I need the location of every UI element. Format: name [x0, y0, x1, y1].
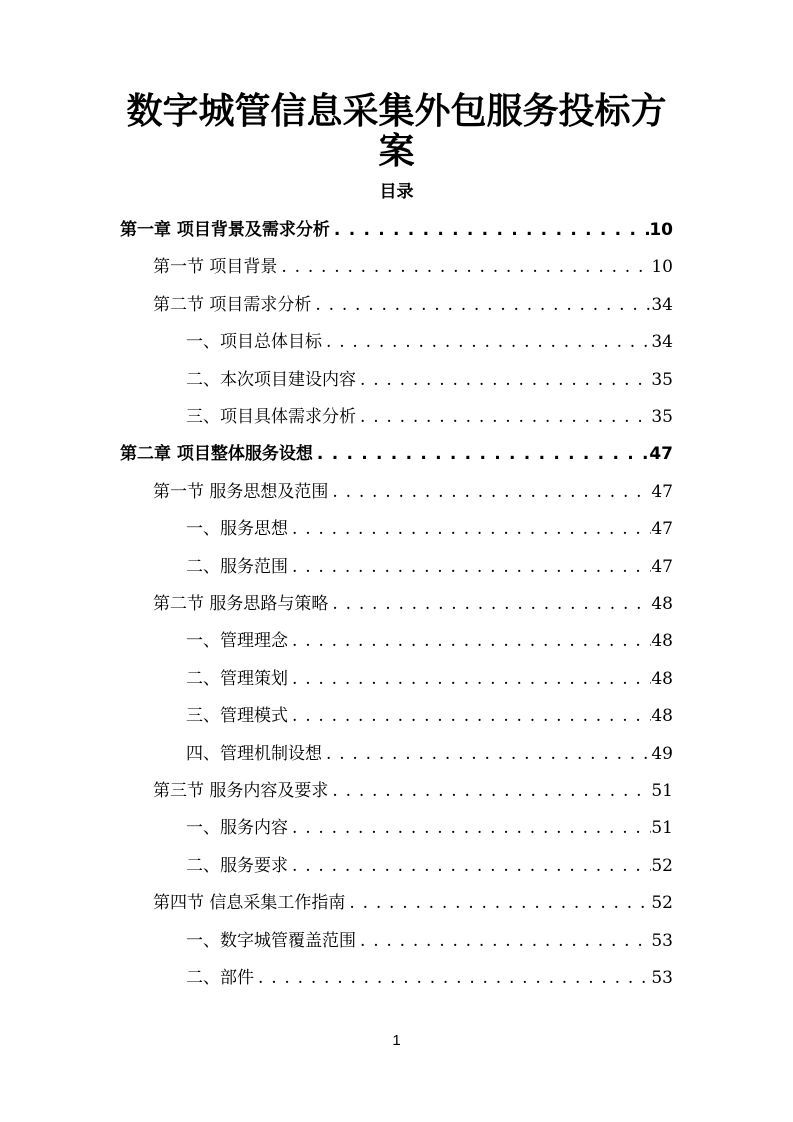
document-title [100, 92, 693, 172]
toc-entry-page: 51 [651, 818, 673, 839]
toc-entry[interactable] [186, 623, 673, 660]
toc-dot-leader [288, 848, 651, 885]
toc-dot-leader [288, 810, 651, 847]
toc-entry-page: 48 [651, 706, 673, 727]
toc-entry[interactable] [153, 249, 673, 286]
toc-entry-page: 53 [651, 930, 673, 951]
toc-entry-label: 第二章 项目整体服务设想 [120, 444, 313, 465]
toc-heading: 目录 [379, 182, 414, 202]
toc-entry[interactable] [153, 474, 673, 511]
toc-entry-label: 二、本次项目建设内容 [186, 369, 356, 390]
toc-entry[interactable] [120, 436, 673, 473]
toc-entry[interactable] [153, 885, 673, 922]
toc-dot-leader [356, 362, 651, 399]
toc-entry-page: 52 [651, 893, 673, 914]
toc-entry-page: 34 [651, 294, 673, 315]
toc-entry[interactable] [153, 586, 673, 623]
page-number: 1 [392, 1032, 401, 1049]
toc-dot-leader [330, 212, 649, 249]
toc-entry[interactable] [186, 549, 673, 586]
toc-entry-label: 一、数字城管覆盖范围 [186, 930, 356, 951]
toc-entry-page: 47 [649, 444, 673, 465]
toc-entry-page: 48 [651, 631, 673, 652]
toc-entry[interactable] [186, 324, 673, 361]
toc-entry-label: 二、服务范围 [186, 556, 288, 577]
toc-entry-label: 二、部件 [186, 968, 254, 988]
toc-entry-label: 三、项目具体需求分析 [186, 407, 356, 427]
toc-entry-label: 第二节 服务思路与策略 [153, 594, 329, 614]
toc-dot-leader [322, 324, 651, 361]
toc-dot-leader [288, 661, 651, 698]
toc-entry[interactable] [186, 511, 673, 548]
toc-entry[interactable] [120, 212, 673, 249]
toc-dot-leader [328, 474, 651, 511]
toc-dot-leader [254, 960, 651, 997]
toc-dot-leader [356, 923, 651, 960]
toc-entry-page: 10 [649, 220, 673, 240]
toc-entry-label: 一、管理理念 [186, 631, 288, 652]
toc-entry-label: 三、管理模式 [186, 706, 288, 727]
toc-entry-page: 10 [651, 257, 673, 278]
toc-entry-page: 34 [651, 332, 673, 353]
toc-dot-leader [277, 249, 651, 286]
toc-entry-page: 47 [651, 556, 673, 577]
toc-entry-label: 一、项目总体目标 [186, 332, 322, 353]
toc-entry[interactable] [186, 698, 673, 735]
toc-entry-page: 52 [651, 855, 673, 876]
toc-dot-leader [328, 586, 651, 623]
toc-entry-page: 48 [651, 594, 673, 614]
toc-entry-label: 一、服务内容 [186, 818, 288, 839]
toc-entry[interactable] [186, 810, 673, 847]
toc-entry-label: 一、服务思想 [186, 519, 288, 540]
toc-entry-label: 第三节 服务内容及要求 [153, 781, 329, 801]
title-line-2: 案 [378, 131, 415, 172]
toc-entry[interactable] [153, 773, 673, 810]
toc-entry-label: 第一节 项目背景 [153, 257, 278, 278]
toc-dot-leader [288, 511, 651, 548]
toc-entry[interactable] [186, 399, 673, 436]
toc-dot-leader [322, 736, 651, 773]
toc-entry-label: 二、管理策划 [186, 668, 288, 689]
toc-entry[interactable] [186, 923, 673, 960]
toc-entry[interactable] [186, 661, 673, 698]
toc-dot-leader [313, 436, 649, 473]
toc-entry[interactable] [186, 362, 673, 399]
toc-entry-page: 47 [651, 481, 673, 502]
toc-dot-leader [288, 549, 651, 586]
toc-dot-leader [345, 885, 651, 922]
toc-entry-label: 二、服务要求 [186, 855, 288, 876]
toc-dot-leader [328, 773, 651, 810]
toc-dot-leader [288, 623, 651, 660]
toc-entry[interactable] [186, 848, 673, 885]
toc-entry[interactable] [186, 736, 673, 773]
toc-entry-page: 51 [651, 781, 673, 801]
toc-entry-page: 49 [651, 743, 673, 764]
toc-entry-page: 47 [651, 519, 673, 540]
toc-entry-label: 第一章 项目背景及需求分析 [120, 220, 330, 240]
toc-dot-leader [311, 287, 651, 324]
toc-entry-label: 第四节 信息采集工作指南 [153, 893, 346, 914]
toc-entry-label: 第二节 项目需求分析 [153, 294, 312, 315]
toc-entry-label: 四、管理机制设想 [186, 743, 322, 764]
title-line-1: 数字城管信息采集外包服务投标方 [126, 91, 667, 132]
toc-dot-leader [288, 698, 651, 735]
toc-entry[interactable] [153, 287, 673, 324]
toc-dot-leader [356, 399, 651, 436]
toc-entry-page: 35 [651, 369, 673, 390]
toc-entry-page: 53 [651, 968, 673, 988]
toc-entry-page: 35 [651, 407, 673, 427]
toc-entry-label: 第一节 服务思想及范围 [153, 481, 329, 502]
toc-entry[interactable] [186, 960, 673, 997]
toc-entry-page: 48 [651, 668, 673, 689]
